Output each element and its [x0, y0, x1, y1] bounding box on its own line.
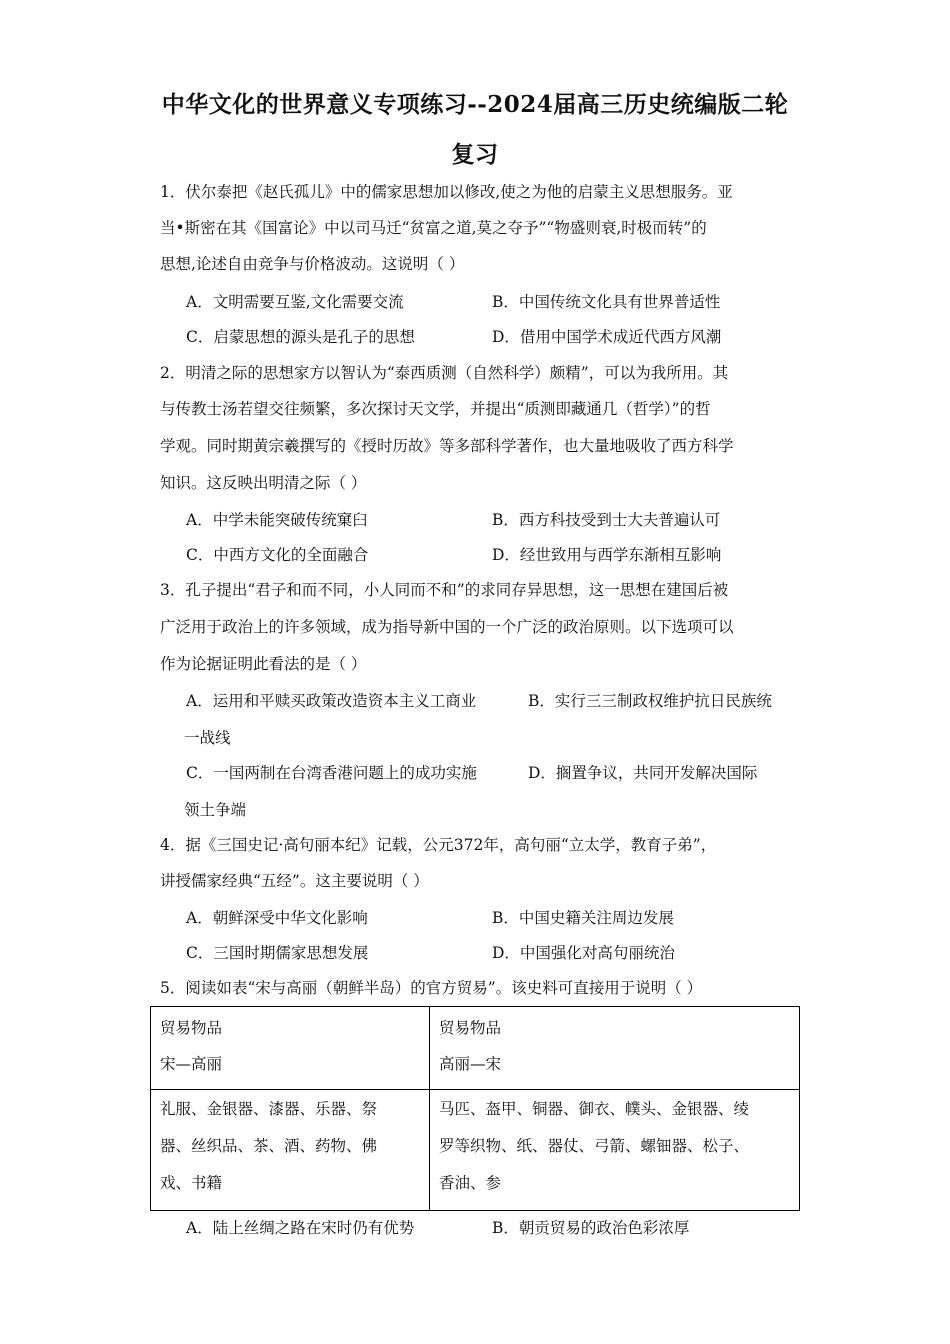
- table-header-left-direction: 宋—高丽: [160, 1055, 223, 1073]
- document-title: 中华文化的世界意义专项练习--2024届高三历史统编版二轮: [161, 91, 789, 118]
- table-cell-right-body: 罗等织物、纸、器仗、弓箭、螺钿器、松子、: [439, 1137, 750, 1155]
- question-3-stem: 广泛用于政治上的许多领域，成为指导新中国的一个广泛的政治原则。以下选项可以: [160, 618, 734, 636]
- question-1-option-b: B．中国传统文化具有世界普适性: [492, 293, 721, 311]
- question-1-stem: 思想,论述自由竞争与价格波动。这说明（ ）: [160, 255, 465, 273]
- question-4-option-b: B．中国史籍关注周边发展: [492, 909, 674, 927]
- document-title-continued: 复习: [451, 141, 499, 168]
- question-5-option-a: A．陆上丝绸之路在宋时仍有优势: [186, 1219, 415, 1237]
- question-3-option-d: D．搁置争议，共同开发解决国际: [528, 764, 758, 782]
- question-4-stem: 讲授儒家经典“五经”。这主要说明（ ）: [160, 872, 429, 890]
- question-3-option-a: A．运用和平赎买政策改造资本主义工商业: [186, 692, 477, 710]
- question-5-option-b: B．朝贡贸易的政治色彩浓厚: [492, 1219, 690, 1237]
- question-3-stem: 作为论据证明此看法的是（ ）: [160, 655, 367, 673]
- question-3-stem: 3．孔子提出“君子和而不同，小人同而不和”的求同存异思想，这一思想在建国后被: [160, 581, 729, 599]
- question-2-stem: 学观。同时期黄宗羲撰写的《授时历故》等多部科学著作，也大量地吸收了西方科学: [160, 437, 734, 455]
- question-4-option-c: C．三国时期儒家思想发展: [186, 944, 369, 962]
- table-row-divider: [151, 1089, 799, 1090]
- table-column-divider: [429, 1007, 430, 1210]
- question-1-option-d: D．借用中国学术成近代西方风潮: [492, 328, 722, 346]
- table-cell-left-body: 戏、书籍: [160, 1174, 223, 1192]
- table-cell-right-body: 香油、参: [439, 1174, 502, 1192]
- question-2-stem: 与传教士汤若望交往频繁，多次探讨天文学，并提出“质测即藏通几（哲学）”的哲: [160, 400, 711, 418]
- table-cell-right-body: 马匹、盔甲、铜器、御衣、幞头、金银器、绫: [439, 1100, 750, 1118]
- question-2-option-a: A．中学未能突破传统窠臼: [186, 511, 368, 529]
- question-3-option-b: B．实行三三制政权维护抗日民族统: [528, 692, 772, 710]
- question-2-stem: 知识。这反映出明清之际（ ）: [160, 474, 367, 492]
- question-2-stem: 2．明清之际的思想家方以智认为“泰西质测（自然科学）颇精”，可以为我所用。其: [160, 364, 729, 382]
- table-header-left-label: 贸易物品: [160, 1019, 223, 1037]
- table-cell-left-body: 礼服、金银器、漆器、乐器、祭: [160, 1100, 378, 1118]
- table-header-right-direction: 高丽—宋: [439, 1055, 502, 1073]
- question-4-option-a: A．朝鲜深受中华文化影响: [186, 909, 368, 927]
- question-3-option-b-continued: 一战线: [184, 729, 231, 747]
- question-2-option-c: C．中西方文化的全面融合: [186, 546, 369, 564]
- trade-goods-table: [150, 1006, 800, 1211]
- question-3-option-c: C．一国两制在台湾香港问题上的成功实施: [186, 764, 477, 782]
- question-1-stem: 当•斯密在其《国富论》中以司马迁“贫富之道,莫之夺予”“物盛则衰,时极而转”的: [160, 219, 707, 237]
- question-4-option-d: D．中国强化对高句丽统治: [492, 944, 675, 962]
- question-2-option-d: D．经世致用与西学东渐相互影响: [492, 546, 722, 564]
- question-1-option-a: A．文明需要互鉴,文化需要交流: [186, 293, 404, 311]
- question-5-stem: 5．阅读如表“宋与高丽（朝鲜半岛）的官方贸易”。该史料可直接用于说明（ ）: [160, 979, 703, 997]
- question-2-option-b: B．西方科技受到士大夫普遍认可: [492, 511, 721, 529]
- table-header-right-label: 贸易物品: [439, 1019, 502, 1037]
- question-3-option-d-continued: 领土争端: [184, 801, 247, 819]
- table-cell-left-body: 器、丝织品、茶、酒、药物、佛: [160, 1137, 378, 1155]
- question-1-option-c: C．启蒙思想的源头是孔子的思想: [186, 328, 415, 346]
- question-4-stem: 4．据《三国史记·高句丽本纪》记载，公元372年，高句丽“立太学，教育子弟”，: [160, 836, 717, 854]
- question-1-stem: 1．伏尔泰把《赵氏孤儿》中的儒家思想加以修改,使之为他的启蒙主义思想服务。亚: [160, 183, 733, 201]
